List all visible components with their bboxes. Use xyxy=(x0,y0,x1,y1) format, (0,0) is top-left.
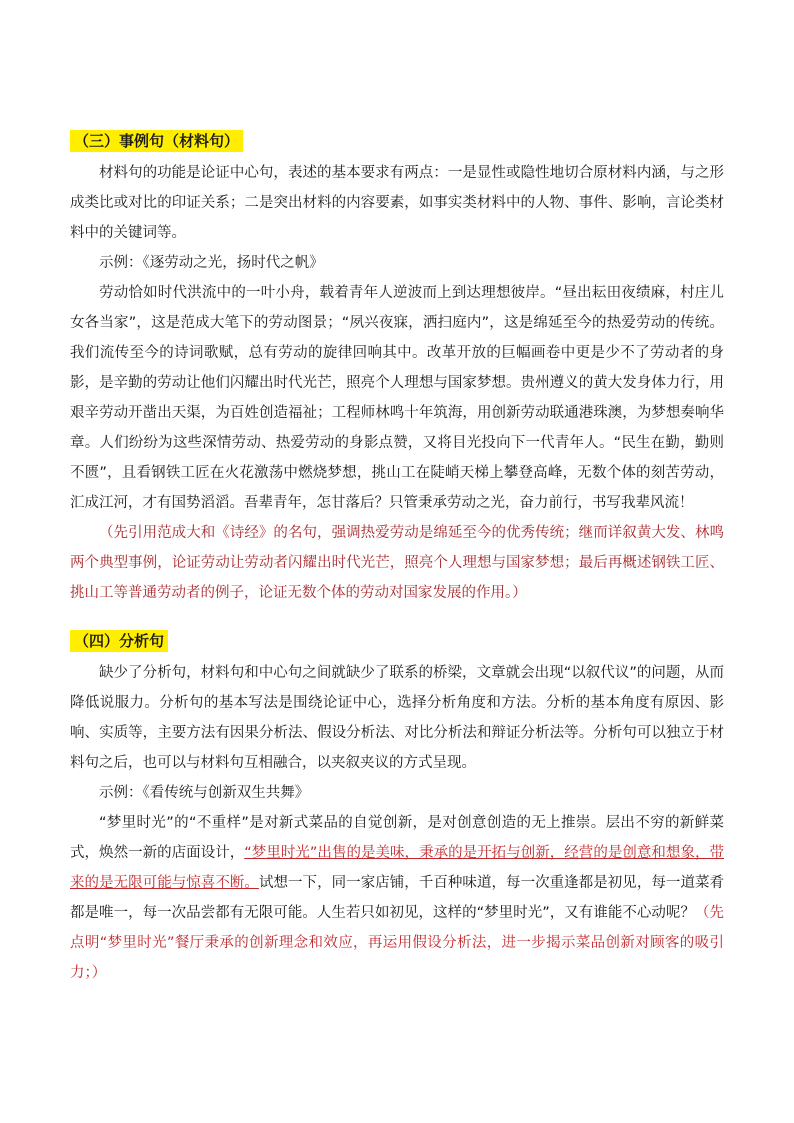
example-text-part1: “梦里时光”的“不重样”是对新式菜品的自觉创新，是对创意创造的无上推崇。层出不穷的新鲜菜式，焕然一新的店面设计， xyxy=(70,815,724,861)
example-annotation: （先引用范成大和《诗经》的名句，强调热爱劳动是绵延至今的优秀传统；继而详叙黄大发、林鸣两个典型事例，论证劳动让劳动者闪耀出时代光芒，照亮个人理想与国家梦想；最后再概述钢铁工匠、挑山工等普通劳动者的例子，论证无数个体的劳动对国家发展的作用。） xyxy=(70,525,724,601)
section-intro-paragraph: 材料句的功能是论证中心句，表述的基本要求有两点：一是显性或隐性地切合原材料内涵，与之形成类比或对比的印证关系；二是突出材料的内容要素，如事实类材料中的人物、事件、影响，言论类材料中的关键词等。 xyxy=(70,165,724,241)
example-underlined-analysis: “梦里时光”出售的是美味，秉承的是开拓与创新，经营的是创意和想象，带来的是无限可能与惊喜不断。 xyxy=(70,845,724,891)
section-heading-examples: （三）事例句（材料句） xyxy=(70,130,243,152)
section-heading-analysis: （四）分析句 xyxy=(70,630,168,652)
example-title: 示例：《看传统与创新双生共舞》 xyxy=(99,785,310,801)
example-title: 示例：《逐劳动之光，扬时代之帆》 xyxy=(99,255,324,271)
example-annotation: （先点明“梦里时光”餐厅秉承的创新理念和效应，再运用假设分析法，进一步揭示菜品创新对顾客的吸引力；） xyxy=(70,905,724,981)
example-text-part2: 试想一下，同一家店铺，千百种味道，每一次重逢都是初见，每一道菜肴都是唯一，每一次品尝都有无限可能。人生若只如初见，这样的“梦里时光”，又有谁能不心动呢？ xyxy=(70,875,725,921)
example-paragraph: 劳动恰如时代洪流中的一叶小舟，载着青年人逆波而上到达理想彼岸。“昼出耘田夜绩麻，村庄儿女各当家”，这是范成大笔下的劳动图景；“夙兴夜寐，洒扫庭内”，这是绵延至今的热爱劳动的传统。我们流传至今的诗词歌赋，总有劳动的旋律回响其中。改革开放的巨幅画卷中更是少不了劳动者的身影，是辛勤的劳动让他们闪耀出时代光芒，照亮个人理想与国家梦想。贵州遵义的黄大发身体力行，用艰辛劳动开凿出天渠，为百姓创造福祉；工程师林鸣十年筑海，用创新劳动联通港珠澳，为梦想奏响华章。人们纷纷为这些深情劳动、热爱劳动的身影点赞，又将目光投向下一代青年人。“民生在勤，勤则不匮”，且看钢铁工匠在火花激荡中燃烧梦想，挑山工在陡峭天梯上攀登高峰，无数个体的刻苦劳动，汇成江河，才有国势滔滔。吾辈青年，怎甘落后？只管秉承劳动之光，奋力前行，书写我辈风流！ xyxy=(70,285,724,511)
example-paragraph xyxy=(70,808,724,988)
section-intro-paragraph: 缺少了分析句，材料句和中心句之间就缺少了联系的桥梁，文章就会出现“以叙代议”的问题，从而降低说服力。分析句的基本写法是围绕论证中心，选择分析角度和方法。分析的基本角度有原因、影响、实质等，主要方法有因果分析法、假设分析法、对比分析法和辩证分析法等。分析句可以独立于材料句之后，也可以与材料句互相融合，以夹叙夹议的方式呈现。 xyxy=(70,665,724,771)
document-content xyxy=(70,130,724,988)
